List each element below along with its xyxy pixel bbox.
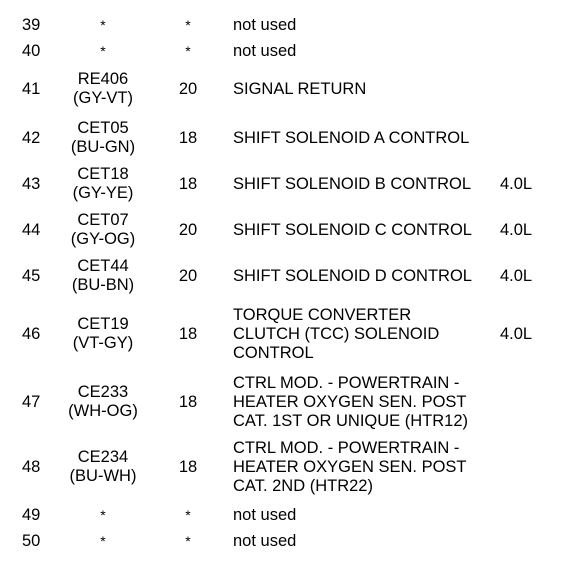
wire-color: (GY-OG) bbox=[70, 230, 136, 248]
circuit-id: CET19 bbox=[77, 315, 129, 333]
table-row bbox=[0, 12, 567, 38]
wire-color: (GY-YE) bbox=[72, 184, 134, 202]
function-line: TORQUE CONVERTER bbox=[233, 305, 412, 324]
table-row bbox=[0, 304, 567, 364]
circuit-id: * bbox=[100, 532, 106, 549]
table-row bbox=[0, 502, 567, 528]
function-line: not used bbox=[233, 41, 297, 60]
function-line: CAT. 2ND (HTR22) bbox=[233, 476, 373, 495]
pin-number: 48 bbox=[22, 457, 41, 476]
circuit-cell bbox=[58, 66, 148, 112]
circuit-id: CET07 bbox=[77, 211, 129, 229]
circuit-function bbox=[233, 437, 495, 497]
circuit-id: * bbox=[100, 42, 106, 59]
circuit-function bbox=[233, 372, 495, 432]
circuit-function bbox=[233, 161, 495, 207]
pin-number: 44 bbox=[22, 220, 41, 239]
wire-gauge: 18 bbox=[178, 457, 198, 476]
circuit-cell bbox=[58, 502, 148, 528]
circuit-function bbox=[233, 304, 495, 364]
circuit-function bbox=[233, 253, 495, 299]
wire-gauge: 18 bbox=[178, 128, 198, 147]
function-line: SHIFT SOLENOID C CONTROL bbox=[233, 220, 472, 239]
circuit-id: * bbox=[100, 506, 106, 523]
engine-option: 4.0L bbox=[500, 174, 533, 193]
wire-gauge: * bbox=[185, 16, 191, 33]
circuit-function bbox=[233, 502, 495, 528]
circuit-function bbox=[233, 12, 495, 38]
circuit-cell bbox=[58, 253, 148, 299]
pin-number: 39 bbox=[22, 15, 41, 34]
engine-option: 4.0L bbox=[500, 266, 533, 285]
pin-number: 40 bbox=[22, 41, 41, 60]
pin-number: 46 bbox=[22, 324, 41, 343]
wire-gauge: 18 bbox=[178, 392, 198, 411]
circuit-cell bbox=[58, 161, 148, 207]
function-line: CTRL MOD. - POWERTRAIN - bbox=[233, 373, 460, 392]
wire-gauge: 20 bbox=[178, 266, 198, 285]
table-row bbox=[0, 437, 567, 497]
function-line: SHIFT SOLENOID B CONTROL bbox=[233, 174, 472, 193]
circuit-cell bbox=[58, 437, 148, 497]
wire-color: (GY-VT) bbox=[73, 89, 133, 107]
function-line: not used bbox=[233, 15, 297, 34]
table-row bbox=[0, 66, 567, 112]
circuit-function bbox=[233, 528, 495, 554]
circuit-function bbox=[233, 38, 495, 64]
table-row bbox=[0, 115, 567, 161]
pin-number: 42 bbox=[22, 128, 41, 147]
function-line: not used bbox=[233, 531, 297, 550]
function-line: CLUTCH (TCC) SOLENOID bbox=[233, 324, 440, 343]
pin-number: 50 bbox=[22, 531, 41, 550]
engine-option: 4.0L bbox=[500, 324, 533, 343]
pin-number: 47 bbox=[22, 392, 41, 411]
wire-color: (BU-GN) bbox=[70, 138, 136, 156]
wire-color: (WH-OG) bbox=[68, 402, 138, 420]
table-row bbox=[0, 372, 567, 432]
wire-gauge: * bbox=[185, 42, 191, 59]
circuit-function bbox=[233, 207, 495, 253]
pin-number: 49 bbox=[22, 505, 41, 524]
table-row bbox=[0, 161, 567, 207]
pin-number: 41 bbox=[22, 79, 41, 98]
wire-gauge: 18 bbox=[178, 324, 198, 343]
function-line: CAT. 1ST OR UNIQUE (HTR12) bbox=[233, 411, 469, 430]
function-line: SHIFT SOLENOID A CONTROL bbox=[233, 128, 470, 147]
function-line: SHIFT SOLENOID D CONTROL bbox=[233, 266, 472, 285]
function-line: CONTROL bbox=[233, 343, 314, 362]
engine-option: 4.0L bbox=[500, 220, 533, 239]
circuit-id: CE233 bbox=[77, 383, 129, 401]
circuit-cell bbox=[58, 12, 148, 38]
wire-gauge: * bbox=[185, 532, 191, 549]
circuit-function bbox=[233, 115, 495, 161]
circuit-id: CET05 bbox=[77, 119, 129, 137]
pin-number: 43 bbox=[22, 174, 41, 193]
circuit-cell bbox=[58, 304, 148, 364]
table-row bbox=[0, 207, 567, 253]
function-line: SIGNAL RETURN bbox=[233, 79, 367, 98]
wire-gauge: 18 bbox=[178, 174, 198, 193]
circuit-cell bbox=[58, 115, 148, 161]
pin-number: 45 bbox=[22, 266, 41, 285]
function-line: HEATER OXYGEN SEN. POST bbox=[233, 457, 467, 476]
circuit-id: CET18 bbox=[77, 165, 129, 183]
table-row bbox=[0, 38, 567, 64]
circuit-id: RE406 bbox=[77, 70, 129, 88]
circuit-function bbox=[233, 66, 495, 112]
wire-gauge: 20 bbox=[178, 220, 198, 239]
wire-gauge: * bbox=[185, 506, 191, 523]
circuit-cell bbox=[58, 207, 148, 253]
wire-color: (VT-GY) bbox=[72, 334, 134, 352]
table-row bbox=[0, 528, 567, 554]
circuit-cell bbox=[58, 38, 148, 64]
circuit-cell bbox=[58, 528, 148, 554]
wire-color: (BU-WH) bbox=[69, 467, 137, 485]
wire-gauge: 20 bbox=[178, 79, 198, 98]
circuit-cell bbox=[58, 372, 148, 432]
function-line: HEATER OXYGEN SEN. POST bbox=[233, 392, 467, 411]
circuit-id: CE234 bbox=[77, 448, 129, 466]
function-line: CTRL MOD. - POWERTRAIN - bbox=[233, 438, 460, 457]
function-line: not used bbox=[233, 505, 297, 524]
circuit-id: * bbox=[100, 16, 106, 33]
wire-color: (BU-BN) bbox=[71, 276, 135, 294]
circuit-id: CET44 bbox=[77, 257, 129, 275]
table-row bbox=[0, 253, 567, 299]
